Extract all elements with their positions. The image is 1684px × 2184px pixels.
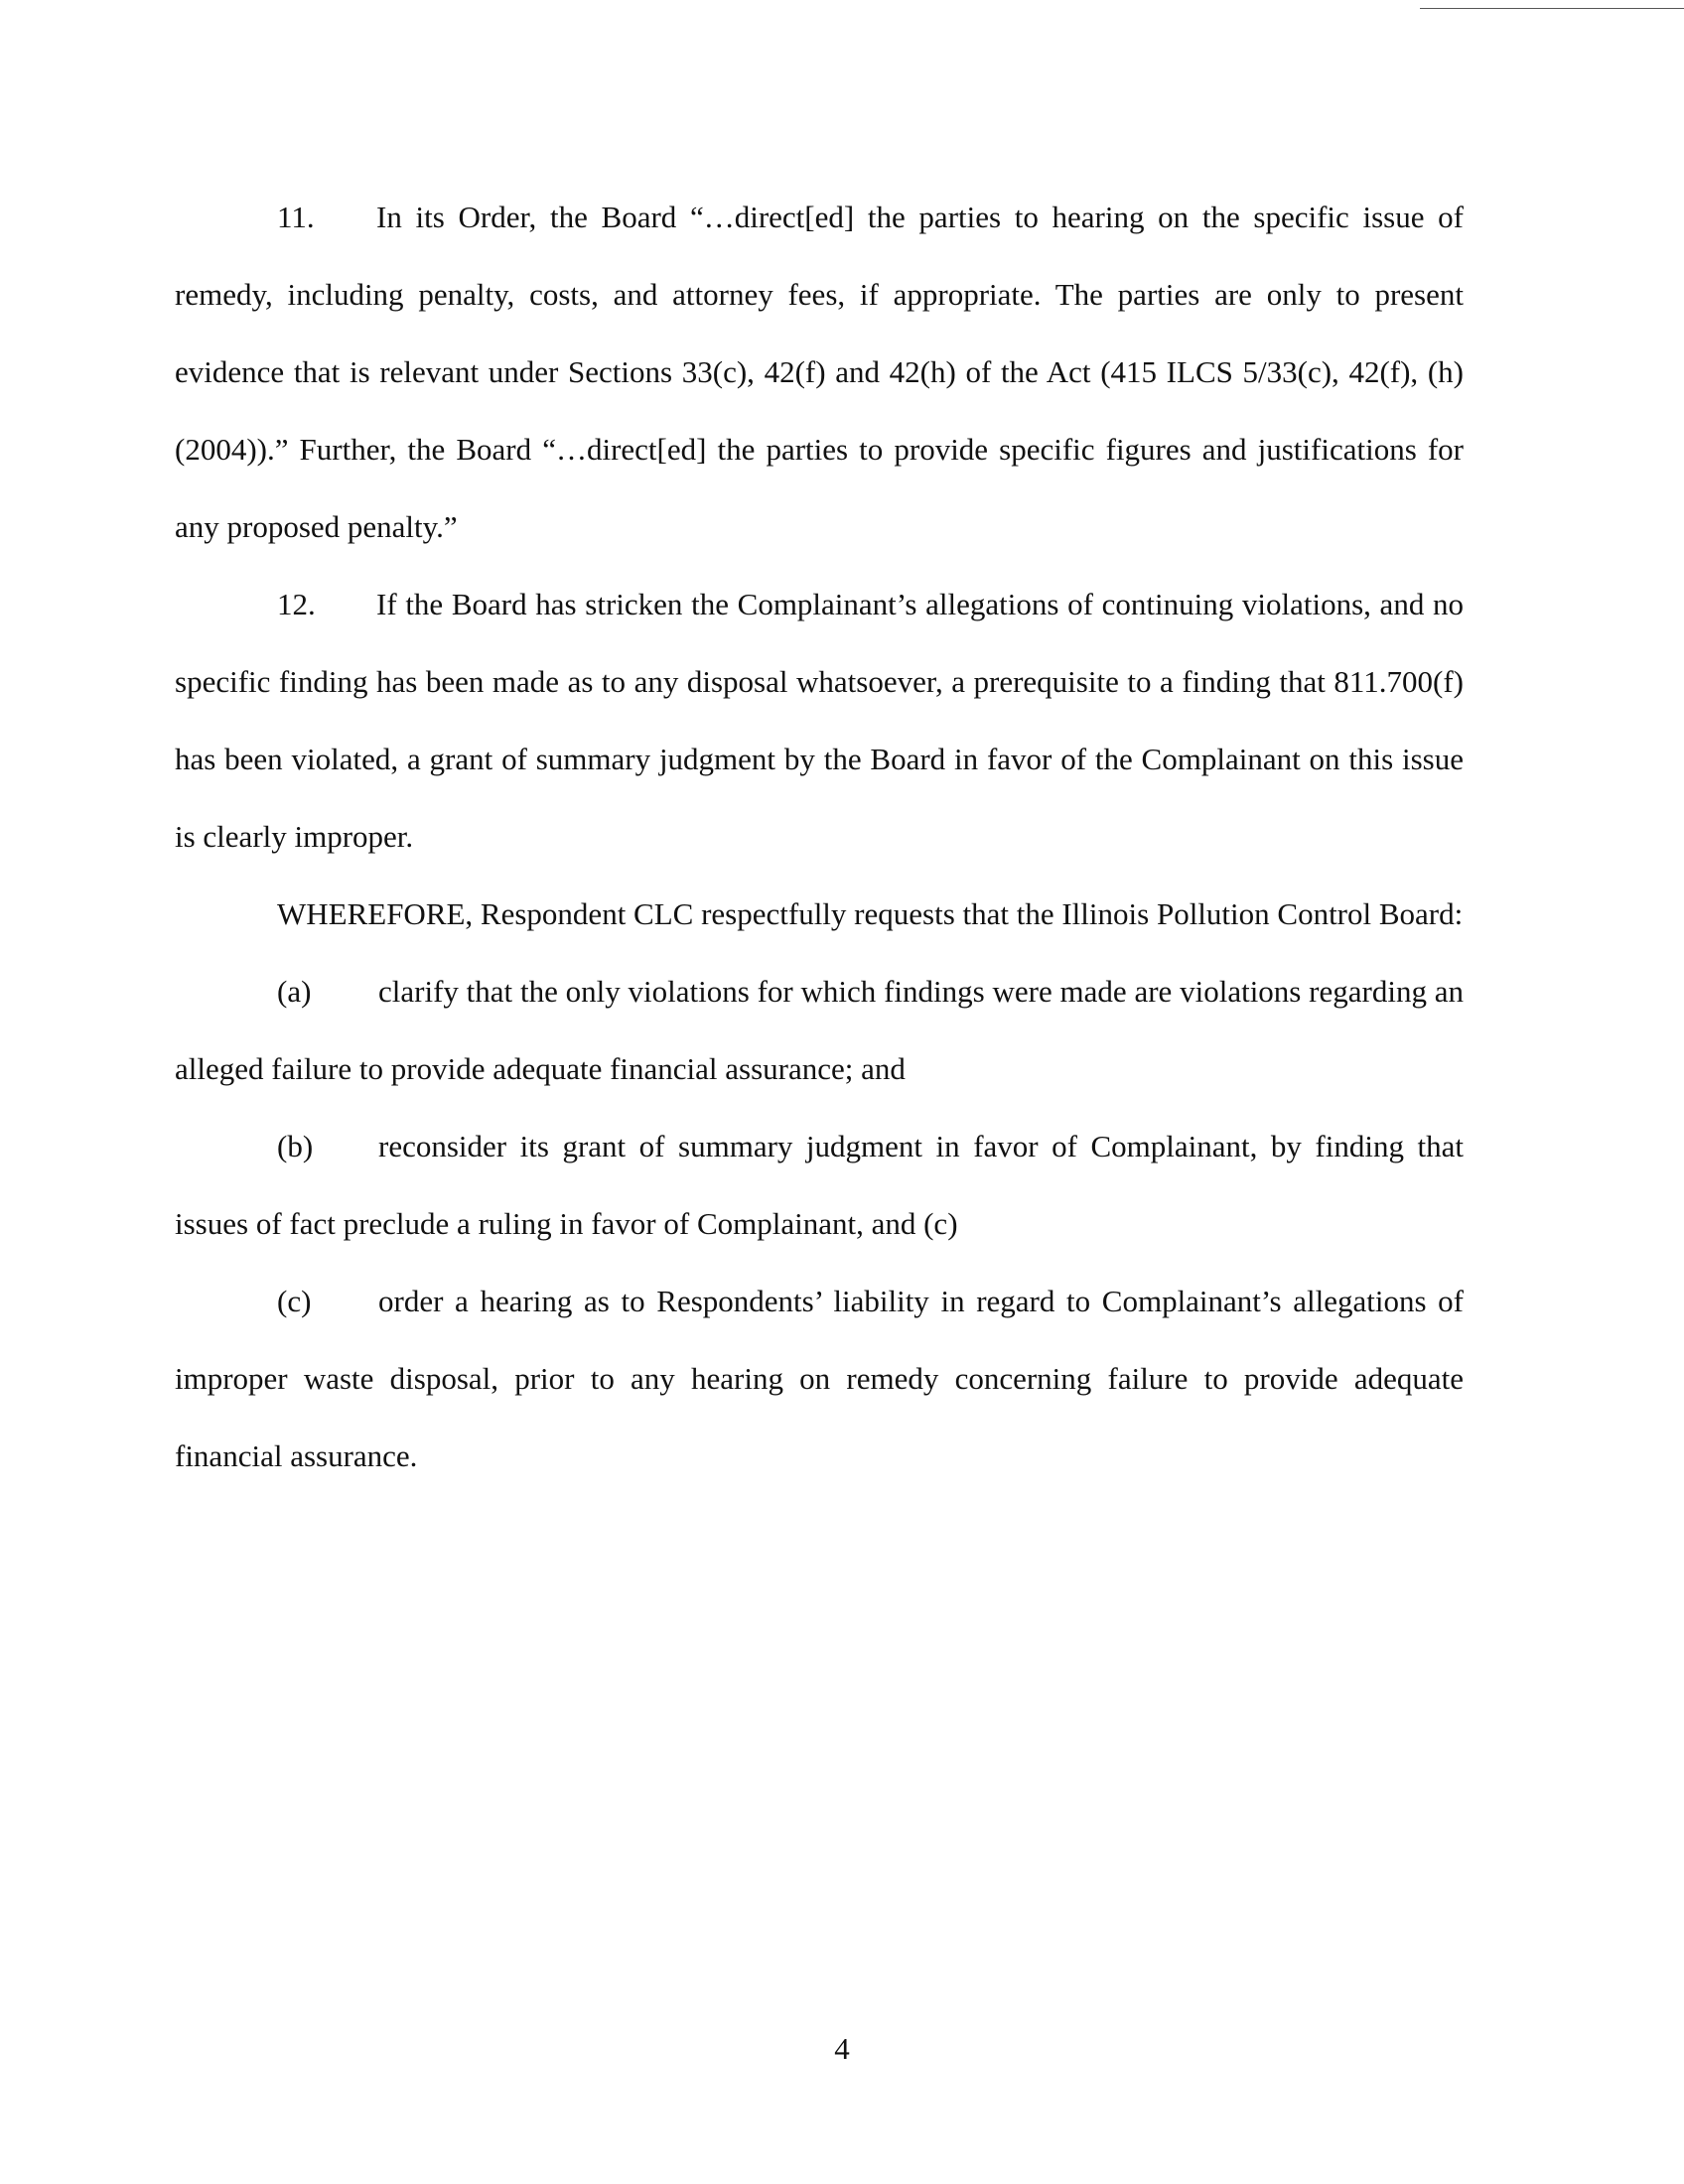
request-text: order a hearing as to Respondents’ liability in regard to Complainant’s allegations of improper waste disposal, prior to any hearing on remedy concerning failure to provide adequate financial assurance. bbox=[175, 1284, 1464, 1473]
paragraph-11 bbox=[175, 179, 1464, 566]
paragraph-number: 12. bbox=[277, 587, 316, 621]
paragraph-text: If the Board has stricken the Complainant’s allegations of continuing violations, and no specific finding has been made as to any disposal whatsoever, a prerequisite to a finding that 811.700(f) has been violated, a grant of summary judgment by the Board in favor of the Complainant on this issue is clearly improper. bbox=[175, 587, 1464, 854]
request-label: (a) bbox=[277, 974, 312, 1009]
request-text: clarify that the only violations for which findings were made are violations regarding an alleged failure to provide adequate financial assurance; and bbox=[175, 974, 1464, 1086]
request-text: reconsider its grant of summary judgment in favor of Complainant, by finding that issues of fact preclude a ruling in favor of Complainant, and (c) bbox=[175, 1129, 1464, 1241]
request-c bbox=[175, 1263, 1464, 1495]
page-number: 4 bbox=[834, 2031, 850, 2066]
request-label: (b) bbox=[277, 1129, 314, 1163]
request-label: (c) bbox=[277, 1284, 312, 1318]
paragraph-text: In its Order, the Board “…direct[ed] the parties to hearing on the specific issue of remedy, including penalty, costs, and attorney fees, if appropriate. The parties are only to present evidence that is relevant under Sections 33(c), 42(f) and 42(h) of the Act (415 ILCS 5/33(c), 42(f), (h) (2004)).” Further, the Board “…direct[ed] the parties to provide specific figures and justifications for any proposed penalty.” bbox=[175, 200, 1464, 544]
paragraph-12 bbox=[175, 566, 1464, 876]
scan-corner-rule bbox=[1420, 8, 1684, 9]
request-b bbox=[175, 1108, 1464, 1263]
wherefore-clause: WHEREFORE, Respondent CLC respectfully requests that the Illinois Pollution Control Board: bbox=[277, 896, 1464, 931]
document-body bbox=[175, 179, 1464, 1495]
paragraph-number: 11. bbox=[277, 200, 315, 234]
request-a bbox=[175, 953, 1464, 1108]
